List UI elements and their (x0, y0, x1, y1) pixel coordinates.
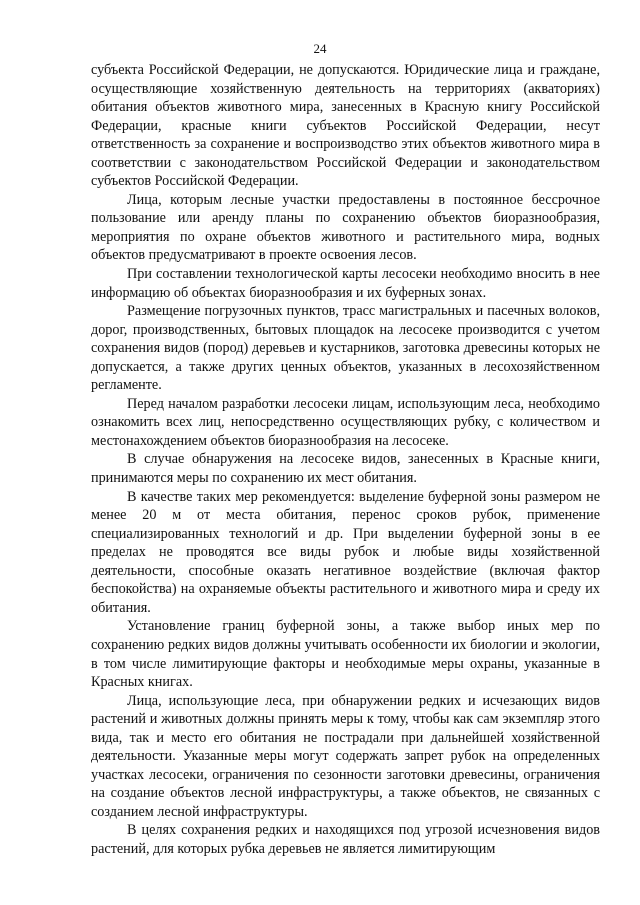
document-body (91, 61, 600, 859)
paragraph: При составлении технологической карты лесосеки необходимо вносить в нее информацию об объектах биоразнообразия и их буферных зонах. (91, 266, 600, 301)
paragraph: субъекта Российской Федерации, не допускаются. Юридические лица и граждане, осуществляющие хозяйственную деятельность на территориях (акваториях) обитания объектов животного мира, занесенных в Красную книгу Российской Федерации, красные книги субъектов Российской Федерации, несут ответственность за сохранение и воспроизводство этих объектов животного мира в соответствии с законодательством Российской Федерации и законодательством субъектов Российской Федерации. (91, 62, 600, 190)
paragraph: В целях сохранения редких и находящихся под угрозой исчезновения видов растений, для которых рубка деревьев не является лимитирующим (91, 822, 600, 857)
paragraph: Установление границ буферной зоны, а также выбор иных мер по сохранению редких видов должны учитывать особенности их биологии и экологии, в том числе лимитирующие факторы и необходимые меры охраны, указанные в Красных книгах. (91, 618, 600, 691)
paragraph: В качестве таких мер рекомендуется: выделение буферной зоны размером не менее 20 м от места обитания, перенос сроков рубок, применение специализированных технологий и др. При выделении буферной зоны в ее пределах не проводятся все виды рубок и любые виды хозяйственной деятельности, способные оказать негативное воздействие (включая фактор беспокойства) на охраняемые объекты растительного и животного мира и среду их обитания. (91, 488, 600, 616)
paragraph: Перед началом разработки лесосеки лицам, использующим леса, необходимо ознакомить всех лиц, непосредственно осуществляющих рубку, с количеством и местонахождением объектов биоразнообразия на лесосеке. (91, 395, 600, 449)
paragraph: В случае обнаружения на лесосеке видов, занесенных в Красные книги, принимаются меры по сохранению их мест обитания. (91, 451, 600, 487)
paragraph: Лица, использующие леса, при обнаружении редких и исчезающих видов растений и животных должны принять меры к тому, чтобы как сам экземпляр этого вида, так и место его обитания не пострадали при дальнейшей хозяйственной деятельности. Указанные меры могут содержать запрет рубок на определенных участках лесосеки, ограничения по сезонности заготовки древесины, ограничения на создание объектов лесной инфраструктуры, а также объектов, не связанных с созданием лесной инфраструктуры. (91, 692, 600, 820)
paragraph: Размещение погрузочных пунктов, трасс магистральных и пасечных волоков, дорог, производственных, бытовых площадок на лесосеке производится с учетом сохранения видов (пород) деревьев и кустарников, заготовка древесины которых не допускается, а также других ценных объектов, указанных в лесохозяйственном регламенте. (91, 303, 600, 394)
paragraph: Лица, которым лесные участки предоставлены в постоянное бессрочное пользование или аренду планы по сохранению объектов биоразнообразия, мероприятия по охране объектов животного и растительного мира, водных объектов предусматривают в проекте освоения лесов. (91, 191, 600, 264)
page-number: 24 (313, 41, 327, 56)
